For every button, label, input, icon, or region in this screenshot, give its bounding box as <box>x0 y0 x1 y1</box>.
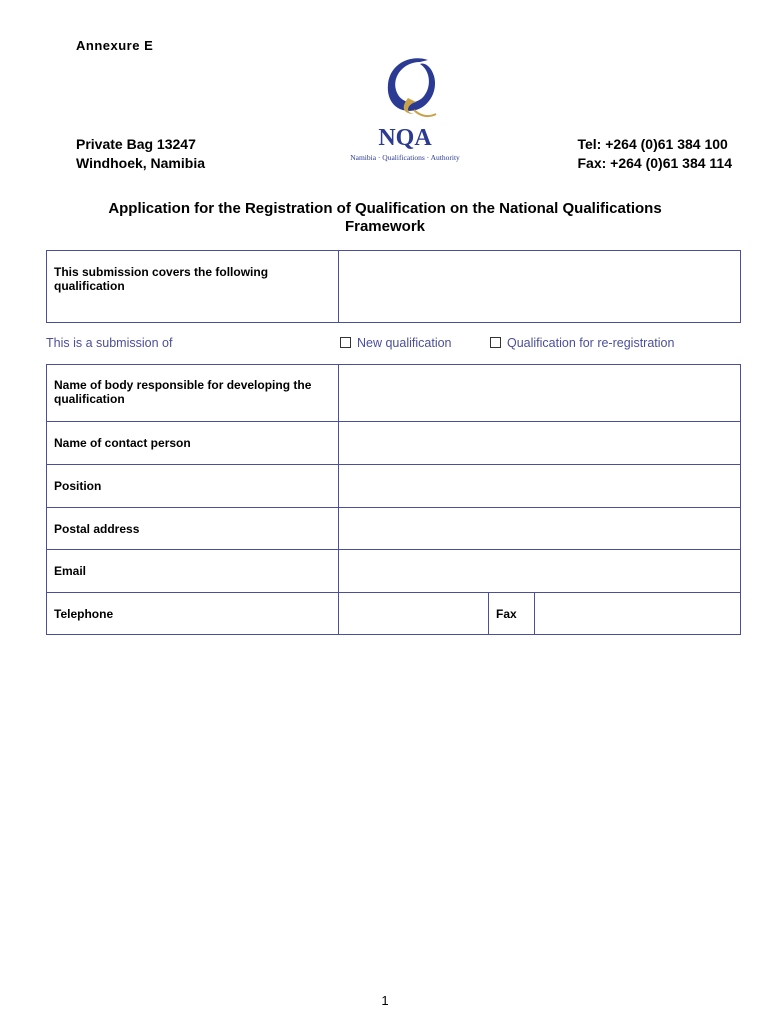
option-new-qualification[interactable] <box>340 336 452 350</box>
telephone-label: Telephone <box>47 593 339 635</box>
email-input[interactable] <box>339 551 740 567</box>
title-line-1: Application for the Registration of Qualification on the National Qualifications <box>108 200 662 217</box>
re-registration-checkbox[interactable] <box>490 337 501 348</box>
position-input[interactable] <box>339 466 740 482</box>
postal-address-block <box>76 135 205 173</box>
body-label: Name of body responsible for developing the qualification <box>47 365 339 422</box>
address-line-2: Windhoek, Namibia <box>76 155 206 171</box>
submission-value-cell[interactable] <box>339 251 741 323</box>
page-title <box>60 200 710 236</box>
re-registration-label: Qualification for re-registration <box>507 336 675 350</box>
postal-address-label: Postal address <box>47 508 339 550</box>
logo-tagline: Namibia · Qualifications · Authority <box>350 153 460 162</box>
logo-acronym: NQA <box>378 125 432 151</box>
contact-person-field[interactable] <box>339 422 741 465</box>
telephone-input[interactable] <box>339 594 488 610</box>
new-qualification-label: New qualification <box>357 336 452 350</box>
nqa-logo <box>330 52 480 170</box>
contact-person-input[interactable] <box>339 423 740 439</box>
email-label: Email <box>47 550 339 593</box>
new-qualification-checkbox[interactable] <box>340 337 351 348</box>
fax-line: Fax: +264 (0)61 384 114 <box>577 155 732 171</box>
title-line-2: Framework <box>344 218 426 235</box>
fax-input[interactable] <box>535 594 740 610</box>
submission-label: This submission covers the following qualification <box>47 251 339 323</box>
details-table <box>46 364 741 635</box>
submission-type-row <box>46 334 738 352</box>
telephone-field[interactable] <box>339 593 489 635</box>
annexure-label: Annexure E <box>76 38 154 53</box>
position-field[interactable] <box>339 465 741 508</box>
postal-address-input[interactable] <box>339 509 740 525</box>
submission-table <box>46 250 741 323</box>
submission-type-label: This is a submission of <box>46 336 173 350</box>
contact-block <box>577 135 732 173</box>
contact-person-label: Name of contact person <box>47 422 339 465</box>
submission-input[interactable] <box>339 252 740 268</box>
page-number: 1 <box>381 993 389 1008</box>
address-line-1: Private Bag 13247 <box>76 136 196 152</box>
body-input[interactable] <box>339 366 740 382</box>
fax-field[interactable] <box>535 593 741 635</box>
tel-line: Tel: +264 (0)61 384 100 <box>577 136 728 152</box>
fax-label: Fax <box>489 593 535 635</box>
body-field[interactable] <box>339 365 741 422</box>
option-re-registration[interactable] <box>490 336 674 350</box>
email-field[interactable] <box>339 550 741 593</box>
position-label: Position <box>47 465 339 508</box>
postal-address-field[interactable] <box>339 508 741 550</box>
